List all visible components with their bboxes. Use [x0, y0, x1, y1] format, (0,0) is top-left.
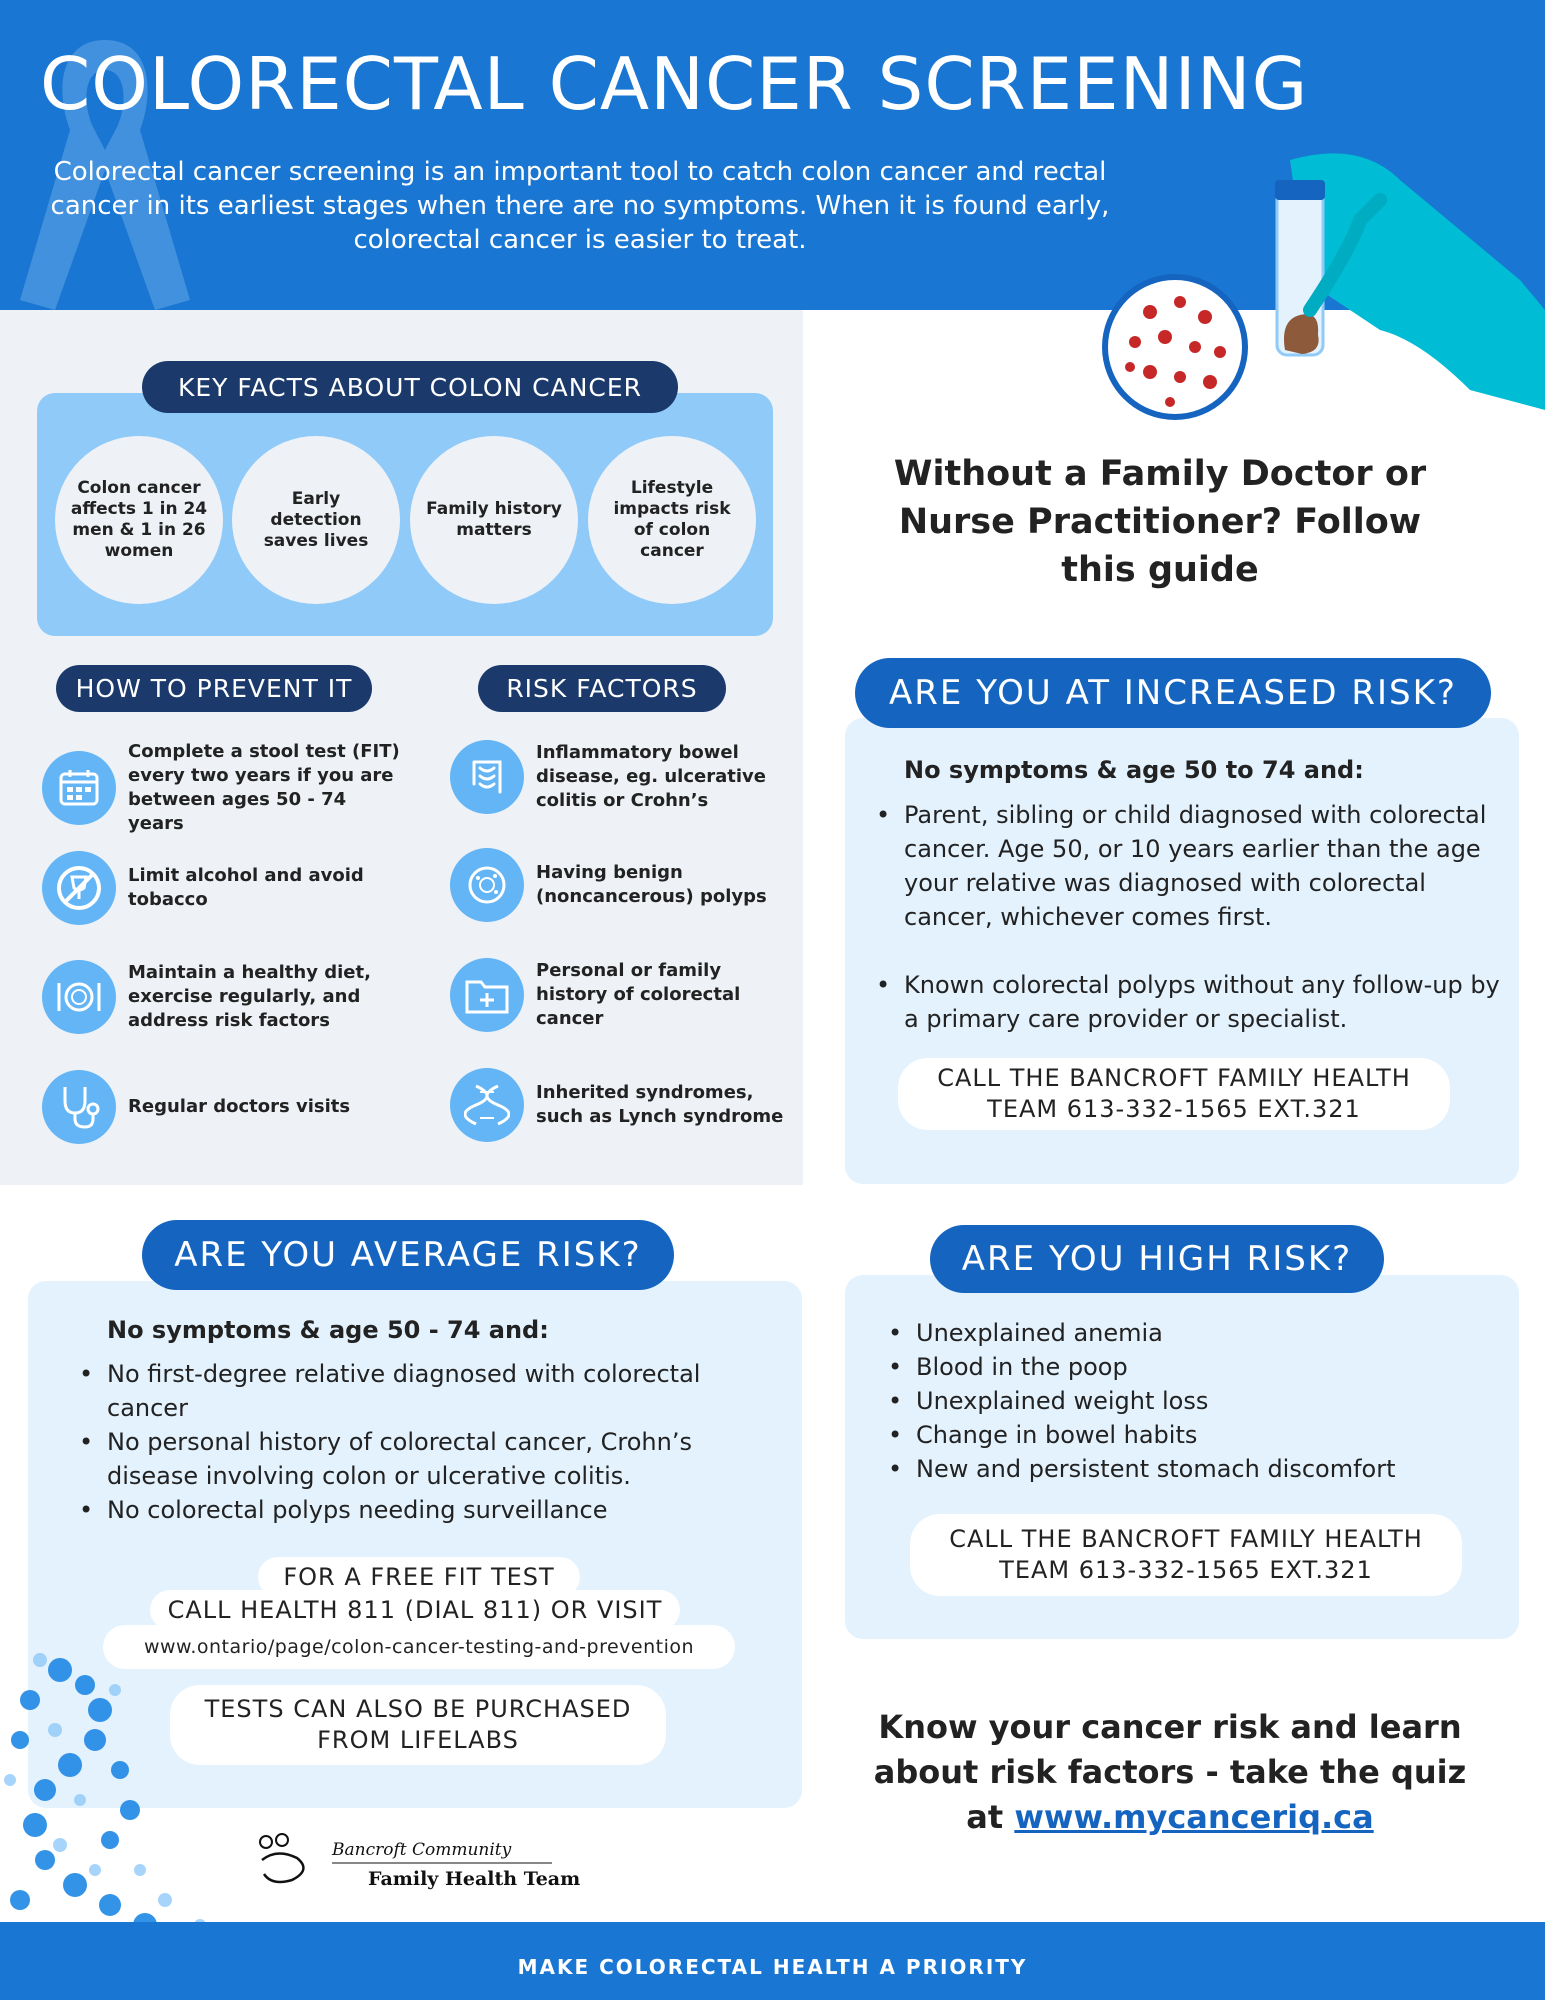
- prevent-item-text: Regular doctors visits: [128, 1096, 351, 1117]
- prevent-item: [42, 851, 402, 925]
- list-item: • No personal history of colorectal cancer, Crohn’s disease involving colon or ulcerative colitis.: [107, 1425, 747, 1493]
- fact-circle-early-detection: Early detection saves lives: [232, 436, 400, 604]
- prevent-item: [42, 1070, 402, 1144]
- call-line-2: TEAM 613-332-1565 EXT.321: [999, 1556, 1373, 1584]
- intestine-icon: [450, 740, 524, 814]
- quiz-text: [870, 1705, 1470, 1840]
- blood-cells-magnifier-icon: [1100, 272, 1250, 422]
- call-line-1: CALL THE BANCROFT FAMILY HEALTH: [949, 1525, 1423, 1553]
- average-risk-title: ARE YOU AVERAGE RISK?: [142, 1220, 674, 1290]
- list-item: • Known colorectal polyps without any follow-up by a primary care provider or specialist.: [904, 968, 1504, 1036]
- key-facts-title: KEY FACTS ABOUT COLON CANCER: [142, 361, 678, 413]
- prevent-item-text: Complete a stool test (FIT) every two years if you are between ages 50 - 74 years: [128, 741, 400, 834]
- prevent-item-text: Limit alcohol and avoid tobacco: [128, 865, 364, 910]
- call-line-2: TEAM 613-332-1565 EXT.321: [987, 1095, 1361, 1123]
- risk-factor-item: [450, 740, 790, 814]
- increased-risk-list: [904, 798, 1504, 1036]
- logo-text-line-1: Bancroft Community: [332, 1840, 512, 1860]
- prevent-title: HOW TO PREVENT IT: [56, 665, 372, 712]
- prevent-item-text: Maintain a healthy diet, exercise regularly, and address risk factors: [128, 962, 371, 1031]
- list-item: • No first-degree relative diagnosed with colorectal cancer: [107, 1357, 747, 1425]
- calendar-icon: [42, 751, 116, 825]
- risk-factor-item: [450, 958, 790, 1032]
- risk-factor-item: [450, 848, 790, 922]
- quiz-text-body: Know your cancer risk and learn about risk factors - take the quiz at: [873, 1708, 1467, 1836]
- average-risk-list: [107, 1357, 747, 1527]
- risk-factor-text: Having benign (noncancerous) polyps: [536, 862, 767, 907]
- footer-slogan: MAKE COLORECTAL HEALTH A PRIORITY: [517, 1955, 1028, 1979]
- average-risk-subtitle: No symptoms & age 50 - 74 and:: [107, 1316, 549, 1344]
- lifelabs-line-1: TESTS CAN ALSO BE PURCHASED: [204, 1695, 632, 1723]
- fact-circle-incidence: Colon cancer affects 1 in 24 men & 1 in 26 women: [55, 436, 223, 604]
- no-doctor-guide-text: Without a Family Doctor or Nurse Practitioner? Follow this guide: [893, 454, 1427, 590]
- prevent-item: [42, 740, 402, 836]
- increased-risk-title: ARE YOU AT INCREASED RISK?: [855, 658, 1491, 728]
- ontario-fit-link[interactable]: www.ontario/page/colon-cancer-testing-and-prevention: [143, 1635, 695, 1658]
- prevent-item: [42, 960, 402, 1034]
- gloved-hand-sample-tube-icon: [1240, 140, 1545, 410]
- list-item: • Change in bowel habits: [916, 1418, 1496, 1452]
- risk-factor-text: Inflammatory bowel disease, eg. ulcerative colitis or Crohn’s: [536, 742, 766, 811]
- high-risk-list: [916, 1316, 1496, 1486]
- risk-factor-item: [450, 1068, 790, 1142]
- dna-icon: [450, 1068, 524, 1142]
- call-bancroft-high: [910, 1514, 1462, 1596]
- risk-factor-text: Inherited syndromes, such as Lynch syndrome: [536, 1082, 784, 1127]
- risk-factor-text: Personal or family history of colorectal cancer: [536, 960, 741, 1029]
- fact-circle-lifestyle: Lifestyle impacts risk of colon cancer: [588, 436, 756, 604]
- fit-line-2: CALL HEALTH 811 (DIAL 811) OR VISIT: [150, 1590, 680, 1630]
- fit-line-1: FOR A FREE FIT TEST: [258, 1557, 580, 1597]
- logo-text-line-2: Family Health Team: [368, 1868, 581, 1890]
- intro-text: Colorectal cancer screening is an important tool to catch colon cancer and rectal cancer in its earliest stages when there are no symptoms. When it is found early, colorectal cancer is easier to treat.: [50, 157, 1110, 255]
- list-item: • Unexplained anemia: [916, 1316, 1496, 1350]
- list-item: • Unexplained weight loss: [916, 1384, 1496, 1418]
- list-item: • Parent, sibling or child diagnosed with colorectal cancer. Age 50, or 10 years earlier than the age your relative was diagnosed with colorectal cancer, whichever comes first.: [904, 798, 1504, 934]
- plate-icon: [42, 960, 116, 1034]
- call-line-1: CALL THE BANCROFT FAMILY HEALTH: [937, 1064, 1411, 1092]
- lifelabs-line-2: FROM LIFELABS: [317, 1726, 519, 1754]
- increased-risk-subtitle: No symptoms & age 50 to 74 and:: [904, 756, 1364, 784]
- call-bancroft-increased: [898, 1058, 1450, 1130]
- cell-icon: [450, 848, 524, 922]
- fact-circle-family-history: Family history matters: [410, 436, 578, 604]
- list-item: • No colorectal polyps needing surveillance: [107, 1493, 747, 1527]
- list-item: • New and persistent stomach discomfort: [916, 1452, 1496, 1486]
- stethoscope-icon: [42, 1070, 116, 1144]
- no-alcohol-icon: [42, 851, 116, 925]
- high-risk-title: ARE YOU HIGH RISK?: [930, 1225, 1384, 1293]
- page-title: COLORECTAL CANCER SCREENING: [40, 42, 1309, 126]
- medical-folder-icon: [450, 958, 524, 1032]
- mycanceriq-link[interactable]: www.mycanceriq.ca: [1014, 1798, 1374, 1836]
- list-item: • Blood in the poop: [916, 1350, 1496, 1384]
- risk-factors-title: RISK FACTORS: [478, 665, 726, 712]
